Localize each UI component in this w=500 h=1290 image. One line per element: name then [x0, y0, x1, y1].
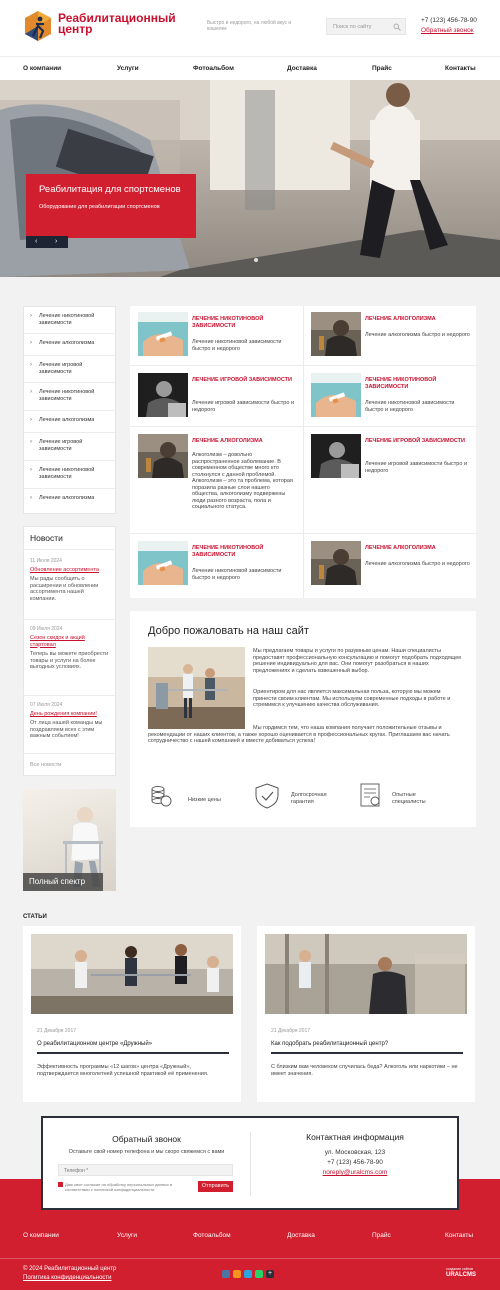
hero-arrows	[26, 236, 68, 248]
news-link[interactable]: Сезон скидок и акций стартовал	[30, 635, 85, 648]
developer-label: создание сайтов	[446, 1267, 474, 1271]
divider	[130, 365, 476, 366]
phone-placeholder: Телефон *	[64, 1168, 89, 1174]
feature-text: Долгосрочная гарантия	[291, 792, 327, 805]
chevron-right-icon: ›	[30, 340, 32, 346]
footer-nav-gallery[interactable]: Фотоальбом	[193, 1232, 231, 1239]
contact-address: ул. Московская, 123	[324, 1149, 386, 1156]
developer-logo[interactable]: URALCMS	[446, 1272, 476, 1278]
contact-email[interactable]: noreply@uralcms.com	[322, 1169, 388, 1176]
news-date: 09 Июля 2024	[30, 626, 63, 632]
footer-nav-services[interactable]: Услуги	[117, 1232, 137, 1239]
article-text: Эффективность программы «12 шагов» центра «Дружный», подтверждается многолетней успешной практикой её применения.	[37, 1064, 209, 1077]
divider	[23, 619, 116, 620]
consent-text: Даю свое согласие на обработку персональных данных в соответствии с политикой конфиденциальности	[65, 1182, 173, 1192]
nav-item-price[interactable]: Прайс	[372, 65, 392, 72]
article-date: 21 Декабря 2017	[37, 1028, 77, 1034]
search-icon[interactable]	[393, 23, 401, 31]
news-title: Новости	[30, 533, 63, 543]
article-title[interactable]: О реабилитационном центре «Дружный»	[37, 1041, 153, 1047]
more-icon[interactable]: +	[267, 1270, 273, 1277]
hero-caption	[26, 174, 196, 238]
welcome-image	[148, 647, 245, 729]
divider	[37, 1052, 229, 1054]
product-title[interactable]: ЛЕЧЕНИЕ НИКОТИНОВОЙ ЗАВИСИМОСТИ	[365, 377, 437, 390]
news-date: 07 Июля 2024	[30, 702, 63, 708]
footer-nav-price[interactable]: Прайс	[372, 1232, 391, 1239]
sidebar-item[interactable]: › Лечение никотиновой зависимости	[24, 461, 117, 489]
news-text: Мы рады сообщить о расширении и обновлении ассортимента нашей компании.	[30, 576, 99, 602]
news-link[interactable]: День рождения компании!	[30, 711, 97, 717]
vk-icon[interactable]	[222, 1270, 230, 1278]
tagline: Быстро и недорого, на любой вкус и кошелек	[207, 20, 292, 32]
product-card[interactable]	[130, 535, 303, 593]
whatsapp-icon[interactable]	[255, 1270, 263, 1278]
product-card[interactable]	[303, 428, 476, 486]
divider	[23, 549, 116, 550]
product-desc: Лечение никотиновой зависимости быстро и недорого	[365, 400, 455, 413]
product-image	[138, 373, 188, 417]
news-date: 11 Июля 2024	[30, 558, 62, 564]
welcome-title: Добро пожаловать на наш сайт	[148, 625, 309, 637]
product-desc: Лечение игровой зависимости быстро и недорого	[192, 400, 295, 413]
product-title[interactable]: ЛЕЧЕНИЕ НИКОТИНОВОЙ ЗАВИСИМОСТИ	[192, 545, 264, 558]
search-placeholder: Поиск по сайту	[333, 24, 372, 30]
news-item	[30, 626, 110, 671]
product-title[interactable]: ЛЕЧЕНИЕ НИКОТИНОВОЙ ЗАВИСИМОСТИ	[192, 316, 264, 329]
nav-item-delivery[interactable]: Доставка	[287, 65, 317, 72]
product-title[interactable]: ЛЕЧЕНИЕ ИГРОВОЙ ЗАВИСИМОСТИ	[365, 438, 465, 444]
callback-subtitle: Оставьте свой номер телефона и мы скоро свяжемся с вами	[68, 1149, 225, 1155]
product-title[interactable]: ЛЕЧЕНИЕ АЛКОГОЛИЗМА	[192, 438, 263, 444]
chevron-right-icon: ›	[30, 495, 32, 501]
product-desc: Лечение алкоголизма быстро и недорого	[365, 332, 470, 338]
main-nav	[0, 56, 500, 80]
sidebar-item[interactable]: › Лечение игровой зависимости	[24, 433, 117, 461]
article-date: 21 Декабря 2017	[271, 1028, 311, 1034]
send-button[interactable]: Отправить	[198, 1181, 233, 1192]
chevron-right-icon: ›	[30, 417, 32, 423]
footer-nav-contacts[interactable]: Контакты	[445, 1232, 474, 1239]
article-image	[265, 934, 467, 1014]
chevron-right-icon: ›	[30, 389, 32, 395]
promo-label: Полный спектр	[23, 873, 103, 891]
nav-item-gallery[interactable]: Фотоальбом	[193, 65, 234, 72]
sidebar-item[interactable]: › Лечение алкоголизма	[24, 411, 117, 433]
product-card[interactable]	[130, 428, 303, 510]
welcome-section	[130, 611, 476, 827]
product-desc: Лечение алкоголизма быстро и недорого	[365, 561, 470, 567]
feature-text: Опытные специалисты	[392, 792, 426, 805]
nav-item-contacts[interactable]: Контакты	[445, 65, 476, 72]
product-image	[311, 373, 361, 417]
contact-info-title: Контактная информация	[306, 1132, 404, 1142]
articles-heading: СТАТЬИ	[23, 914, 47, 920]
promo-banner[interactable]	[23, 789, 116, 891]
news-text: Теперь вы можете приобрести товары и услуги на более выгодных условиях.	[30, 651, 109, 670]
news-link[interactable]: Обновление ассортимента	[30, 567, 99, 573]
callback-title: Обратный звонок	[112, 1134, 181, 1144]
sidebar-item[interactable]: › Лечение алкоголизма	[24, 334, 117, 356]
feature-text: Низкие цены	[188, 797, 221, 803]
hero-title: Реабилитация для спортсменов	[39, 184, 181, 195]
footer-nav-about[interactable]: О компании	[23, 1232, 59, 1239]
divider	[130, 533, 476, 534]
privacy-link[interactable]: Политика конфиденциальности	[23, 1275, 112, 1281]
contact-block	[41, 1116, 459, 1210]
article-card[interactable]	[23, 926, 241, 1102]
divider	[23, 695, 116, 696]
nav-item-services[interactable]: Услуги	[117, 65, 139, 72]
sidebar-menu	[23, 306, 116, 514]
divider	[271, 1052, 463, 1054]
article-text: С близким вам человеком случилась беда? Алкоголь или наркотики – не имеет значения.	[271, 1064, 458, 1077]
site-header	[0, 0, 500, 56]
certificate-icon	[360, 783, 382, 809]
product-desc: Лечение никотиновой зависимости быстро и недорого	[192, 339, 282, 352]
search-input[interactable]	[326, 18, 406, 35]
product-card[interactable]	[303, 306, 476, 364]
product-image	[311, 434, 361, 478]
coins-icon	[150, 783, 172, 809]
product-image	[311, 312, 361, 356]
article-title[interactable]: Как подобрать реабилитационный центр?	[271, 1041, 389, 1047]
product-grid	[130, 306, 476, 598]
header-phone[interactable]: +7 (123) 456-78-90	[421, 17, 477, 24]
shield-icon	[254, 783, 280, 809]
footer-nav-delivery[interactable]: Доставка	[287, 1232, 315, 1239]
logo-text[interactable]: Реабилитационный центр	[58, 11, 176, 36]
chevron-left-icon[interactable]: ‹	[35, 238, 38, 245]
product-desc: Алкоголизм – довольно распространенное заболевание. В современном обществе много кто столкнулся с данной проблемой. Алкоголизм – это та проблема, которая поразила разные слои нашего общества, алкоголизму подвержены люди разного возраста, пола и социального статуса.	[192, 452, 293, 510]
nav-item-about[interactable]: О компании	[23, 65, 62, 72]
product-card[interactable]	[130, 367, 303, 425]
contact-phone[interactable]: +7 (123) 456-78-90	[327, 1159, 383, 1166]
product-image	[138, 312, 188, 356]
chevron-right-icon: ›	[30, 313, 32, 319]
telegram-icon[interactable]	[244, 1270, 252, 1278]
sidebar-item[interactable]: › Лечение никотиновой зависимости	[24, 307, 117, 334]
product-card[interactable]	[303, 535, 476, 593]
news-item	[30, 702, 110, 740]
product-image	[138, 434, 188, 478]
product-title[interactable]: ЛЕЧЕНИЕ ИГРОВОЙ ЗАВИСИМОСТИ	[192, 377, 292, 383]
divider	[130, 426, 476, 427]
chevron-right-icon[interactable]: ›	[55, 238, 58, 245]
product-image	[311, 541, 361, 585]
sidebar-item[interactable]: › Лечение никотиновой зависимости	[24, 383, 117, 411]
sidebar-item[interactable]: › Лечение алкоголизма	[30, 495, 95, 501]
hero-subtitle: Оборудование для реабилитации спортсменов	[39, 204, 160, 210]
logo-icon[interactable]	[23, 10, 53, 42]
chevron-right-icon: ›	[30, 467, 32, 473]
product-desc: Лечение игровой зависимости быстро и недорого	[365, 461, 468, 474]
consent-checkbox[interactable]	[58, 1182, 63, 1187]
chevron-right-icon: ›	[30, 439, 32, 445]
copyright: © 2024 Реабилитационный центр	[23, 1266, 117, 1272]
product-image	[138, 541, 188, 585]
article-image	[31, 934, 233, 1014]
all-news-link[interactable]: Все новости	[30, 762, 62, 768]
callback-link[interactable]: Обратный звонок	[421, 27, 474, 34]
welcome-paragraph: Ориентиром для нас является максимальная польза, которую мы можем принести своим клиентам. Мы используем современные подходы в работе и стремимся к улучшению качества обслуживания.	[253, 689, 451, 708]
product-desc: Лечение никотиновой зависимости быстро и недорого	[192, 568, 282, 581]
phone-input[interactable]	[58, 1164, 233, 1176]
product-title[interactable]: ЛЕЧЕНИЕ АЛКОГОЛИЗМА	[365, 545, 436, 551]
sidebar-item[interactable]: › Лечение игровой зависимости	[24, 356, 117, 383]
news-item	[30, 558, 110, 602]
chevron-right-icon: ›	[30, 362, 32, 368]
article-card[interactable]	[257, 926, 475, 1102]
welcome-paragraph: Мы предлагаем товары и услуги по разумным ценам. Наши специалисты предоставят профессиональную консультацию и помогут подобрать подходящее решение индивидуально для вас. Они помогут разобраться в наших предложениях и сделать взвешенный выбор.	[253, 648, 462, 674]
divider	[23, 753, 116, 754]
product-title[interactable]: ЛЕЧЕНИЕ АЛКОГОЛИЗМА	[365, 316, 436, 322]
welcome-paragraph: Мы гордимся тем, что наша компания получает положительные отзывы и рекомендации от наших клиентов, а также хорошо оценивается в профессиональных кругах. Приглашаем вас начать сотрудничество с нашей компанией и вместе добиваться успеха!	[148, 725, 450, 744]
product-card[interactable]	[303, 367, 476, 425]
ok-icon[interactable]	[233, 1270, 241, 1278]
product-card[interactable]	[130, 306, 303, 364]
news-text: От лица нашей команды мы поздравляем всех с этим важным событием!	[30, 720, 103, 739]
